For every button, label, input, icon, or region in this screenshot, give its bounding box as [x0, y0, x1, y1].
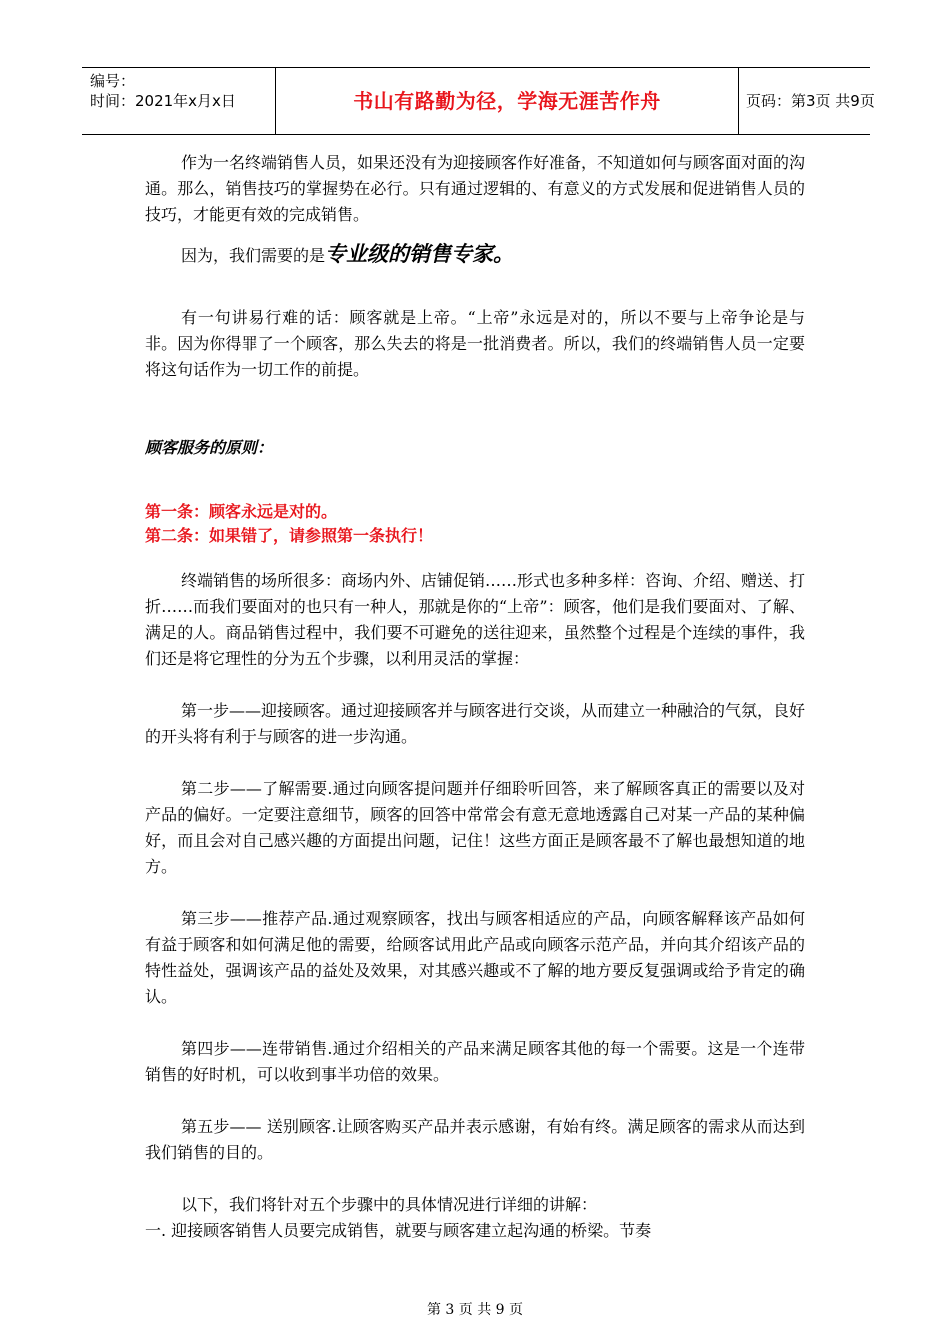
rule-one: 第一条：顾客永远是对的。	[145, 502, 338, 521]
document-body	[145, 150, 805, 1244]
step-one-paragraph: 第一步——迎接顾客。通过迎接顾客并与顾客进行交谈，从而建立一种融洽的气氛，良好的开头将有利于与顾客的进一步沟通。	[145, 701, 806, 746]
page-header	[82, 67, 875, 135]
venues-paragraph: 终端销售的场所很多：商场内外、店铺促销……形式也多种多样：咨询、介绍、赠送、打折……而我们要面对的也只有一种人，那就是你的“上帝”：顾客，他们是我们要面对、了解、满足的人。商品销售过程中，我们要不可避免的送往迎来，虽然整个过程是个连续的事件，我们还是将它理性的分为五个步骤，以利用灵活的掌握：	[145, 571, 806, 668]
customer-god-paragraph: 有一句讲易行难的话：顾客就是上帝。“上帝”永远是对的，所以不要与上帝争论是与非。因为你得罪了一个顾客，那么失去的将是一批消费者。所以，我们的终端销售人员一定要将这句话作为一切工作的前提。	[145, 308, 805, 379]
expert-paragraph	[145, 241, 805, 269]
details-intro-paragraph: 以下，我们将针对五个步骤中的具体情况进行详细的讲解：	[181, 1195, 598, 1214]
step-three-paragraph: 第三步——推荐产品.通过观察顾客，找出与顾客相适应的产品，向顾客解释该产品如何有益于顾客和如何满足他的需要，给顾客试用此产品或向顾客示范产品，并向其介绍该产品的特性益处，强调该产品的益处及效果，对其感兴趣或不了解的地方要反复强调或给予肯定的确认。	[145, 909, 805, 1006]
greeting-section-paragraph: 一. 迎接顾客销售人员要完成销售，就要与顾客建立起沟通的桥梁。节奏	[145, 1221, 652, 1240]
expert-emphasis: 专业级的销售专家。	[325, 241, 515, 266]
step-two-paragraph: 第二步——了解需要.通过向顾客提问题并仔细聆听回答，来了解顾客真正的需要以及对产品的偏好。一定要注意细节，顾客的回答中常常会有意无意地透露自己对某一产品的某种偏好，而且会对自己感兴趣的方面提出问题，记住！这些方面正是顾客最不了解也最想知道的地方。	[145, 779, 805, 876]
expert-prefix: 因为，我们需要的是	[181, 246, 326, 265]
principles-heading: 顾客服务的原则：	[145, 438, 274, 457]
serial-label: 编号：	[90, 72, 136, 90]
header-meta	[82, 68, 276, 134]
time-label: 时间：2021年x月x日	[90, 92, 236, 110]
intro-paragraph: 作为一名终端销售人员，如果还没有为迎接顾客作好准备，不知道如何与顾客面对面的沟通。那么，销售技巧的掌握势在必行。只有通过逻辑的、有意义的方式发展和促进销售人员的技巧，才能更有效的完成销售。	[145, 153, 806, 224]
rule-two: 第二条：如果错了，请参照第一条执行！	[145, 526, 434, 545]
step-four-paragraph: 第四步——连带销售.通过介绍相关的产品来满足顾客其他的每一个需要。这是一个连带销售的好时机，可以收到事半功倍的效果。	[145, 1039, 805, 1084]
header-page-code: 页码：第3页 共9页	[746, 92, 875, 110]
page-footer: 第 3 页 共 9 页	[426, 1302, 524, 1318]
step-five-paragraph: 第五步—— 送别顾客.让顾客购买产品并表示感谢，有始有终。满足顾客的需求从而达到我们销售的目的。	[145, 1117, 805, 1162]
header-motto: 书山有路勤为径，学海无涯苦作舟	[276, 68, 739, 134]
